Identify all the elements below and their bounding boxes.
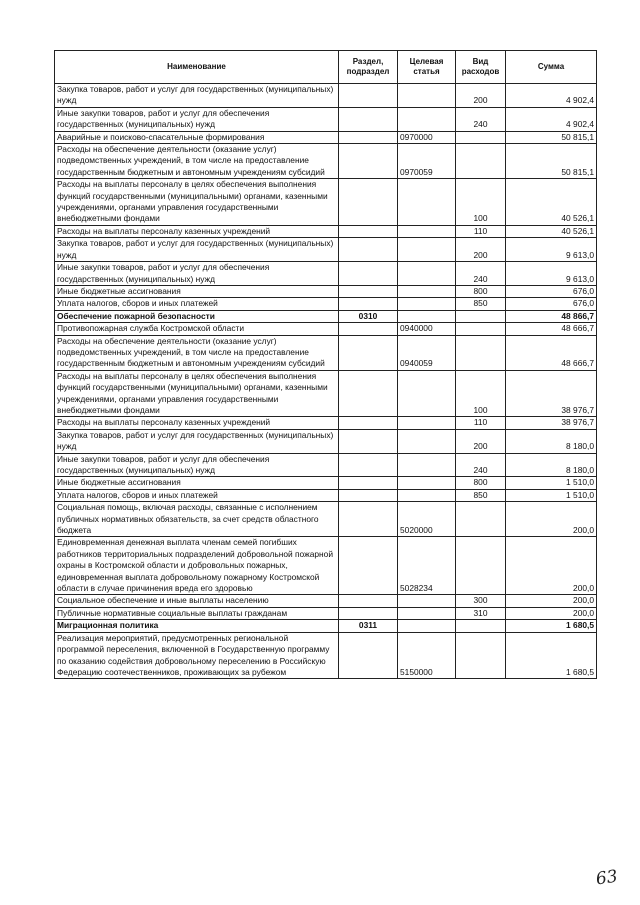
cell-name: Публичные нормативные социальные выплаты гражданам bbox=[55, 607, 339, 619]
cell-section bbox=[339, 179, 398, 226]
cell-section bbox=[339, 285, 398, 297]
cell-name: Реализация мероприятий, предусмотренных региональной программой переселения, включенной в Государственную программу по оказанию содействия добровольному переселению в Российскую Федерацию соотечественников, проживающих за рубежом bbox=[55, 632, 339, 679]
cell-name: Иные бюджетные ассигнования bbox=[55, 285, 339, 297]
cell-name: Миграционная политика bbox=[55, 620, 339, 632]
table-row bbox=[55, 298, 597, 310]
table-row bbox=[55, 225, 597, 237]
cell-kind bbox=[456, 335, 506, 370]
header-kind: Вид расходов bbox=[456, 51, 506, 84]
cell-kind bbox=[456, 620, 506, 632]
table-row bbox=[55, 335, 597, 370]
table-row bbox=[55, 489, 597, 501]
cell-name: Иные закупки товаров, работ и услуг для обеспечения государственных (муниципальных) нужд bbox=[55, 107, 339, 131]
cell-kind: 850 bbox=[456, 298, 506, 310]
table-row bbox=[55, 595, 597, 607]
cell-target: 5150000 bbox=[398, 632, 456, 679]
cell-section bbox=[339, 225, 398, 237]
cell-kind: 300 bbox=[456, 595, 506, 607]
table-row bbox=[55, 179, 597, 226]
cell-kind bbox=[456, 323, 506, 335]
table-body bbox=[55, 84, 597, 679]
cell-name: Социальное обеспечение и иные выплаты населению bbox=[55, 595, 339, 607]
cell-kind: 110 bbox=[456, 417, 506, 429]
cell-target: 5028234 bbox=[398, 537, 456, 595]
table-row bbox=[55, 502, 597, 537]
cell-kind: 100 bbox=[456, 370, 506, 417]
cell-sum: 200,0 bbox=[506, 537, 597, 595]
cell-section bbox=[339, 429, 398, 453]
cell-section bbox=[339, 417, 398, 429]
cell-target bbox=[398, 370, 456, 417]
cell-sum: 40 526,1 bbox=[506, 179, 597, 226]
cell-section bbox=[339, 131, 398, 143]
cell-sum: 50 815,1 bbox=[506, 144, 597, 179]
cell-target: 5020000 bbox=[398, 502, 456, 537]
cell-section bbox=[339, 537, 398, 595]
table-row bbox=[55, 262, 597, 286]
cell-target bbox=[398, 417, 456, 429]
header-target: Целевая статья bbox=[398, 51, 456, 84]
cell-sum: 4 902,4 bbox=[506, 107, 597, 131]
cell-section bbox=[339, 144, 398, 179]
cell-sum: 8 180,0 bbox=[506, 429, 597, 453]
cell-sum: 8 180,0 bbox=[506, 453, 597, 477]
cell-target bbox=[398, 607, 456, 619]
cell-kind bbox=[456, 144, 506, 179]
cell-sum: 38 976,7 bbox=[506, 417, 597, 429]
header-section: Раздел, подраздел bbox=[339, 51, 398, 84]
table-row bbox=[55, 417, 597, 429]
cell-sum: 4 902,4 bbox=[506, 84, 597, 108]
cell-name: Единовременная денежная выплата членам семей погибших работников территориальных подразделений добровольной пожарной охраны в Костромской области и добровольных пожарных, единовременная выплата добровольному пожарному Костромской области в случае причинения вреда его здоровью bbox=[55, 537, 339, 595]
cell-sum: 1 680,5 bbox=[506, 620, 597, 632]
cell-section bbox=[339, 262, 398, 286]
cell-section bbox=[339, 607, 398, 619]
budget-table bbox=[54, 50, 597, 679]
table-row bbox=[55, 144, 597, 179]
cell-kind: 100 bbox=[456, 179, 506, 226]
cell-section: 0310 bbox=[339, 310, 398, 322]
cell-section bbox=[339, 370, 398, 417]
table-row bbox=[55, 238, 597, 262]
cell-target bbox=[398, 238, 456, 262]
table-row bbox=[55, 607, 597, 619]
cell-target bbox=[398, 285, 456, 297]
header-name: Наименование bbox=[55, 51, 339, 84]
cell-name: Иные закупки товаров, работ и услуг для обеспечения государственных (муниципальных) нужд bbox=[55, 453, 339, 477]
cell-sum: 200,0 bbox=[506, 502, 597, 537]
cell-name: Закупка товаров, работ и услуг для государственных (муниципальных) нужд bbox=[55, 238, 339, 262]
cell-kind: 200 bbox=[456, 84, 506, 108]
cell-section bbox=[339, 323, 398, 335]
cell-target bbox=[398, 620, 456, 632]
cell-section bbox=[339, 595, 398, 607]
cell-kind: 110 bbox=[456, 225, 506, 237]
cell-name: Противопожарная служба Костромской области bbox=[55, 323, 339, 335]
cell-target bbox=[398, 477, 456, 489]
cell-target bbox=[398, 595, 456, 607]
cell-kind: 800 bbox=[456, 285, 506, 297]
cell-target bbox=[398, 262, 456, 286]
cell-kind: 240 bbox=[456, 107, 506, 131]
cell-kind: 200 bbox=[456, 429, 506, 453]
table-row bbox=[55, 453, 597, 477]
cell-section bbox=[339, 298, 398, 310]
cell-target bbox=[398, 84, 456, 108]
cell-kind bbox=[456, 310, 506, 322]
cell-target bbox=[398, 225, 456, 237]
cell-section bbox=[339, 107, 398, 131]
table-row bbox=[55, 84, 597, 108]
table-row bbox=[55, 323, 597, 335]
cell-sum: 48 666,7 bbox=[506, 335, 597, 370]
table-row bbox=[55, 620, 597, 632]
cell-sum: 50 815,1 bbox=[506, 131, 597, 143]
cell-target bbox=[398, 179, 456, 226]
table-header-row bbox=[55, 51, 597, 84]
table-row bbox=[55, 429, 597, 453]
cell-target bbox=[398, 489, 456, 501]
cell-kind: 240 bbox=[456, 262, 506, 286]
cell-section bbox=[339, 489, 398, 501]
cell-target: 0940059 bbox=[398, 335, 456, 370]
cell-target bbox=[398, 429, 456, 453]
cell-sum: 9 613,0 bbox=[506, 238, 597, 262]
cell-name: Расходы на выплаты персоналу в целях обеспечения выполнения функций государственными (муниципальными) органами, казенными учреждениями, органами управления государственными внебюджетными фондами bbox=[55, 370, 339, 417]
cell-target bbox=[398, 453, 456, 477]
cell-sum: 676,0 bbox=[506, 298, 597, 310]
cell-sum: 200,0 bbox=[506, 607, 597, 619]
cell-section: 0311 bbox=[339, 620, 398, 632]
cell-section bbox=[339, 632, 398, 679]
header-sum: Сумма bbox=[506, 51, 597, 84]
cell-section bbox=[339, 335, 398, 370]
cell-name: Расходы на выплаты персоналу в целях обеспечения выполнения функций государственными (муниципальными) органами, казенными учреждениями, органами управления государственными внебюджетными фондами bbox=[55, 179, 339, 226]
cell-section bbox=[339, 84, 398, 108]
cell-name: Расходы на обеспечение деятельности (оказание услуг) подведомственных учреждений, в том числе на предоставление государственным бюджетным и автономным учреждениям субсидий bbox=[55, 335, 339, 370]
cell-kind: 800 bbox=[456, 477, 506, 489]
cell-name: Расходы на выплаты персоналу казенных учреждений bbox=[55, 417, 339, 429]
table-row bbox=[55, 632, 597, 679]
cell-target bbox=[398, 107, 456, 131]
table-row bbox=[55, 310, 597, 322]
cell-name: Иные закупки товаров, работ и услуг для обеспечения государственных (муниципальных) нужд bbox=[55, 262, 339, 286]
cell-kind bbox=[456, 502, 506, 537]
cell-kind: 850 bbox=[456, 489, 506, 501]
cell-section bbox=[339, 453, 398, 477]
cell-kind: 200 bbox=[456, 238, 506, 262]
cell-name: Уплата налогов, сборов и иных платежей bbox=[55, 298, 339, 310]
table-row bbox=[55, 107, 597, 131]
cell-name: Расходы на обеспечение деятельности (оказание услуг) подведомственных учреждений, в том числе на предоставление государственным бюджетным и автономным учреждениям субсидий bbox=[55, 144, 339, 179]
cell-sum: 38 976,7 bbox=[506, 370, 597, 417]
cell-kind bbox=[456, 632, 506, 679]
cell-name: Обеспечение пожарной безопасности bbox=[55, 310, 339, 322]
table-row bbox=[55, 477, 597, 489]
table-row bbox=[55, 285, 597, 297]
cell-sum: 48 866,7 bbox=[506, 310, 597, 322]
cell-name: Иные бюджетные ассигнования bbox=[55, 477, 339, 489]
cell-sum: 200,0 bbox=[506, 595, 597, 607]
cell-kind: 310 bbox=[456, 607, 506, 619]
cell-name: Закупка товаров, работ и услуг для государственных (муниципальных) нужд bbox=[55, 429, 339, 453]
cell-sum: 48 666,7 bbox=[506, 323, 597, 335]
table-row bbox=[55, 131, 597, 143]
cell-sum: 1 510,0 bbox=[506, 477, 597, 489]
cell-name: Аварийные и поисково-спасательные формирования bbox=[55, 131, 339, 143]
cell-target bbox=[398, 298, 456, 310]
cell-sum: 1 680,5 bbox=[506, 632, 597, 679]
cell-name: Закупка товаров, работ и услуг для государственных (муниципальных) нужд bbox=[55, 84, 339, 108]
cell-target: 0970059 bbox=[398, 144, 456, 179]
cell-target: 0970000 bbox=[398, 131, 456, 143]
cell-kind: 240 bbox=[456, 453, 506, 477]
cell-target: 0940000 bbox=[398, 323, 456, 335]
cell-name: Расходы на выплаты персоналу казенных учреждений bbox=[55, 225, 339, 237]
cell-kind bbox=[456, 131, 506, 143]
cell-sum: 1 510,0 bbox=[506, 489, 597, 501]
cell-section bbox=[339, 477, 398, 489]
page-number: 63 bbox=[594, 866, 619, 890]
cell-sum: 676,0 bbox=[506, 285, 597, 297]
cell-sum: 40 526,1 bbox=[506, 225, 597, 237]
cell-section bbox=[339, 238, 398, 262]
cell-target bbox=[398, 310, 456, 322]
table-row bbox=[55, 370, 597, 417]
cell-name: Уплата налогов, сборов и иных платежей bbox=[55, 489, 339, 501]
cell-sum: 9 613,0 bbox=[506, 262, 597, 286]
cell-section bbox=[339, 502, 398, 537]
cell-name: Социальная помощь, включая расходы, связанные с исполнением публичных нормативных обязательств, за счет средств областного бюджета bbox=[55, 502, 339, 537]
table-row bbox=[55, 537, 597, 595]
cell-kind bbox=[456, 537, 506, 595]
